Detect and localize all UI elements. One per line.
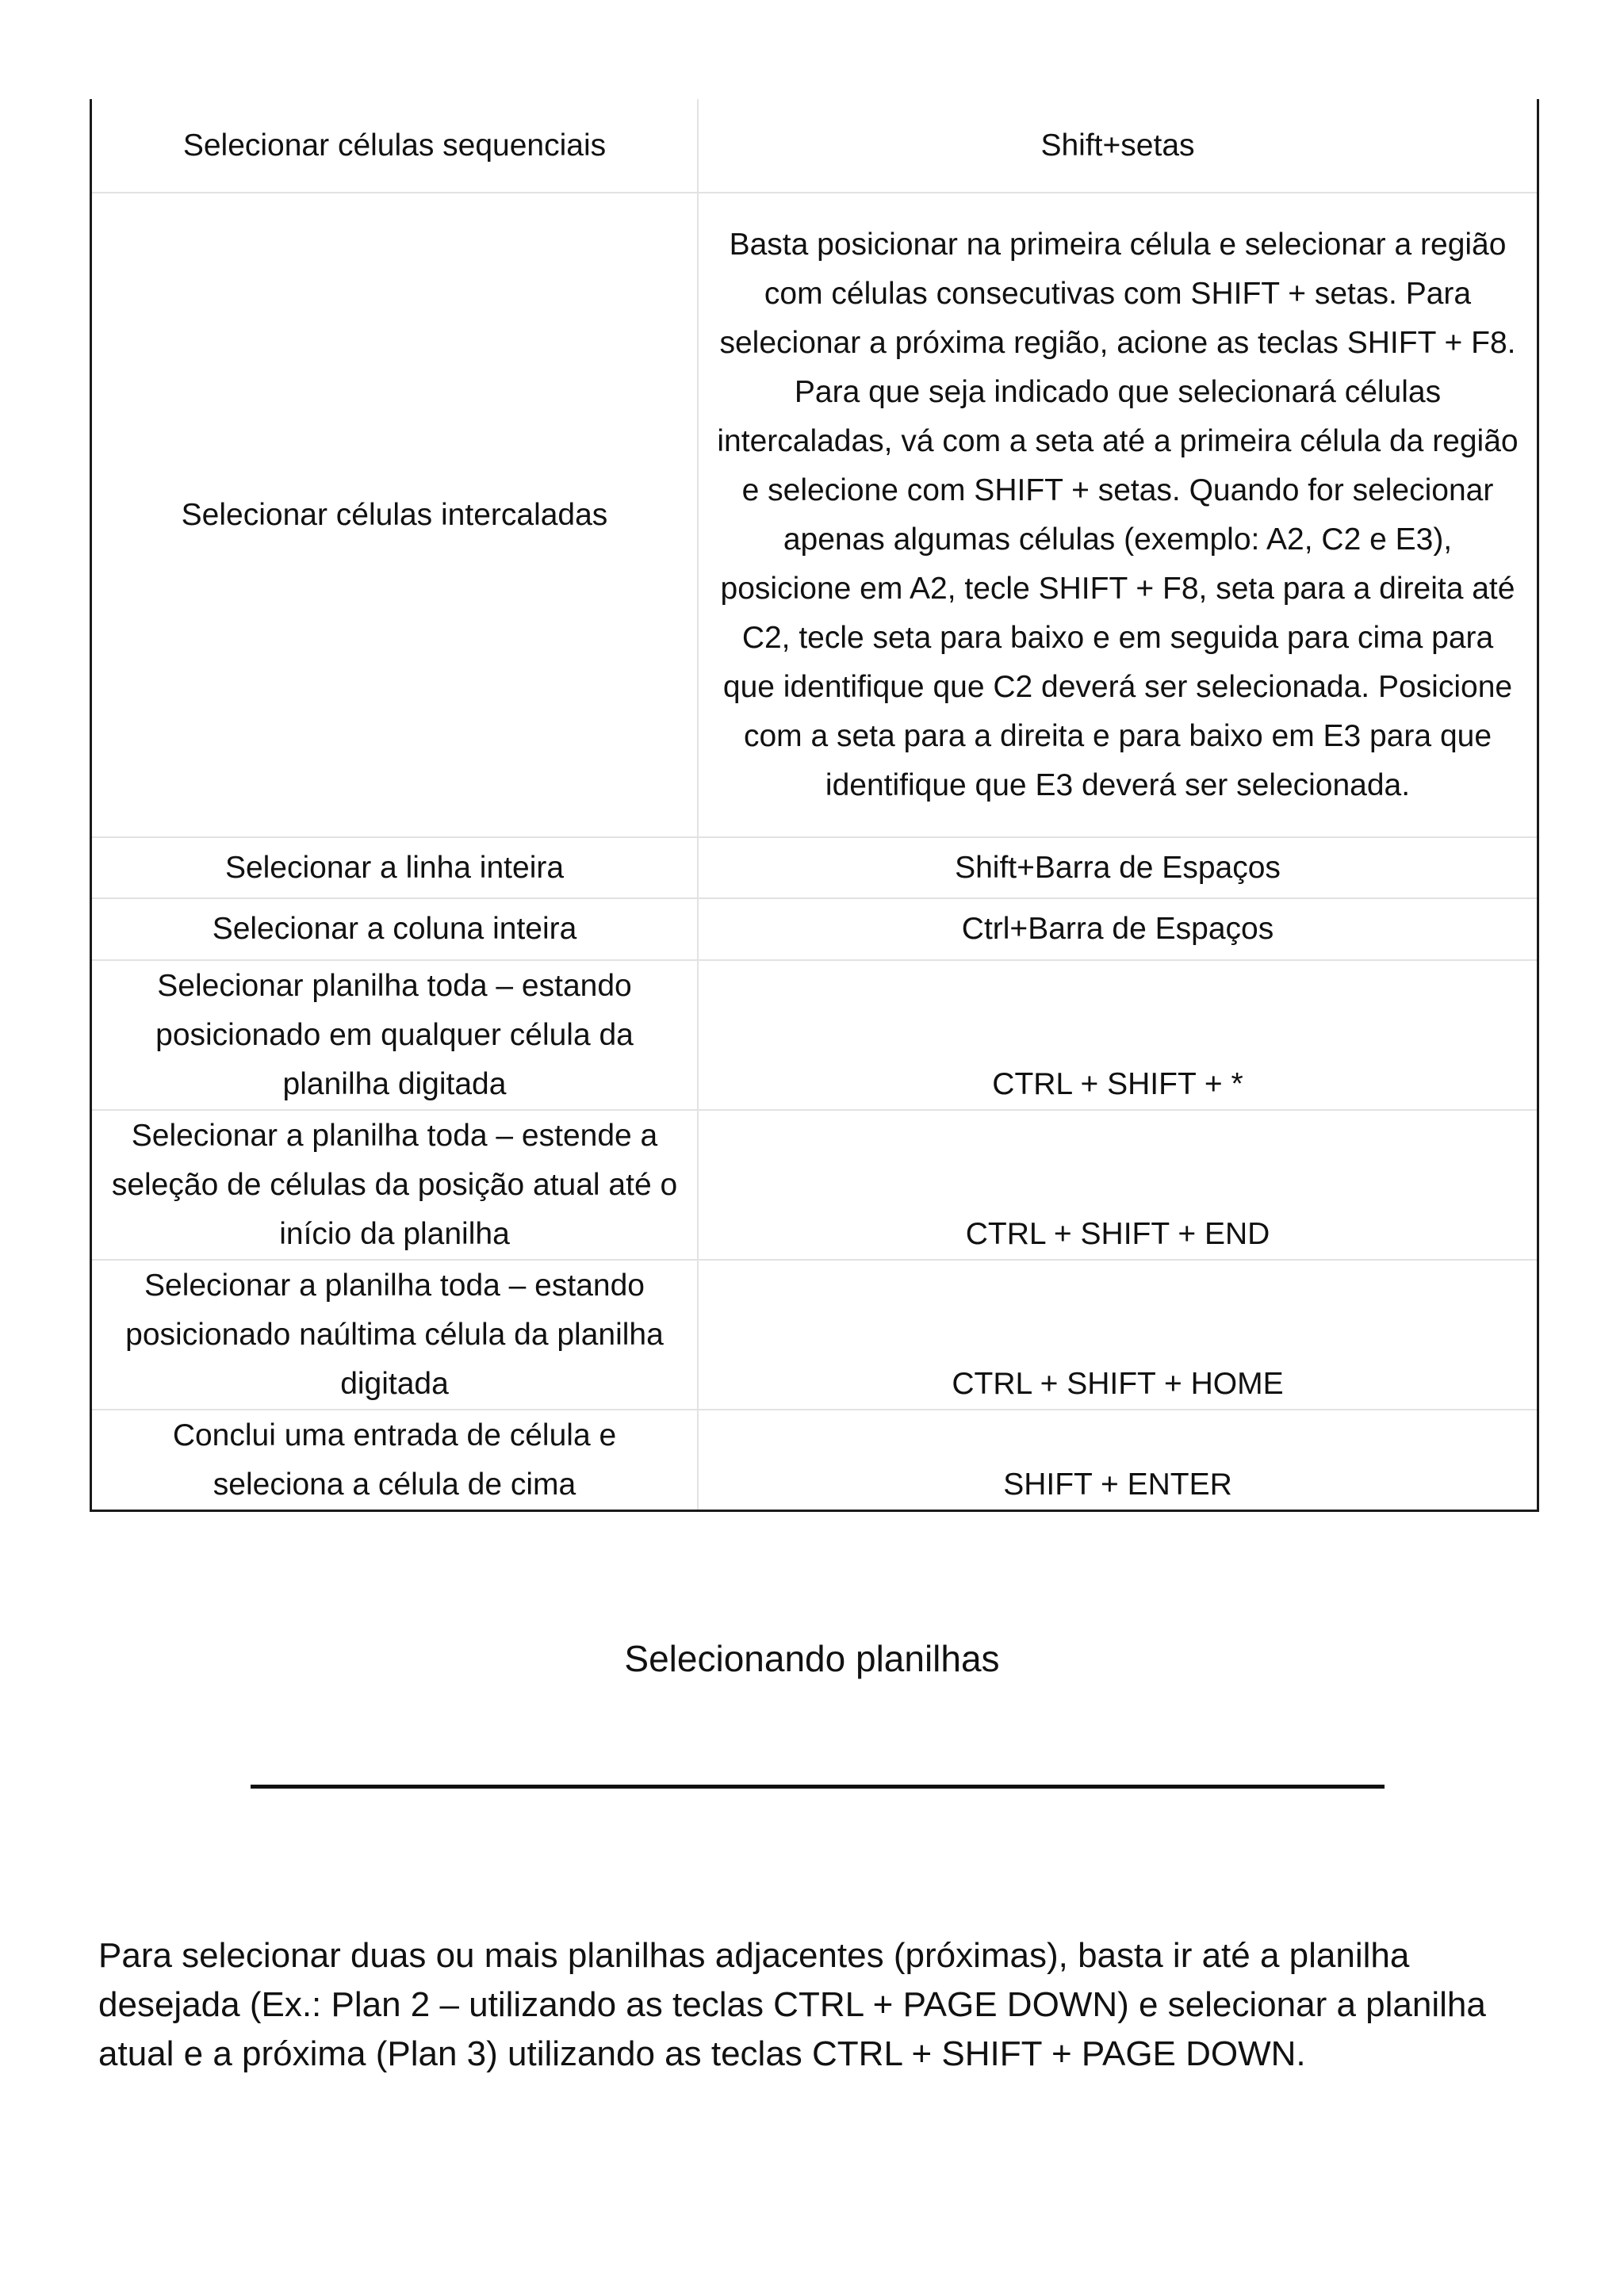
row-shortcut-cell: Basta posicionar na primeira célula e selecionar a região com células consecutivas com SHIFT + setas. Para selecionar a próxima região, acione as teclas SHIFT + F8. Para que seja indicado que selecionará células intercaladas, vá com a seta até a primeira célula da região e selecione com SHIFT + setas. Quando for selecionar apenas algumas células (exemplo: A2, C2 e E3), posicione em A2, tecle SHIFT + F8, seta para a direita até C2, tecle seta para baixo e em seguida para cima para que identifique que C2 deverá ser selecionada. Posicione com a seta para a direita e para baixo em E3 para que identifique que E3 deverá ser selecionada.: [698, 193, 1537, 837]
row-action-cell: Selecionar células sequenciais: [92, 99, 698, 193]
row-shortcut-cell: Ctrl+Barra de Espaços: [698, 898, 1537, 960]
row-action-cell: Selecionar a coluna inteira: [92, 898, 698, 960]
table-row: [92, 898, 1537, 960]
shortcuts-table-frame: [90, 99, 1539, 1512]
row-shortcut-cell: CTRL + SHIFT + *: [698, 960, 1537, 1110]
row-shortcut-cell: Shift+Barra de Espaços: [698, 837, 1537, 898]
section-divider: [251, 1785, 1385, 1789]
row-action-cell: Selecionar planilha toda – estando posicionado em qualquer célula da planilha digitada: [92, 960, 698, 1110]
row-action-cell: Selecionar a planilha toda – estende a seleção de células da posição atual até o início da planilha: [92, 1110, 698, 1260]
row-shortcut-cell: SHIFT + ENTER: [698, 1410, 1537, 1510]
row-shortcut-cell: CTRL + SHIFT + HOME: [698, 1260, 1537, 1410]
row-action-cell: Selecionar a linha inteira: [92, 837, 698, 898]
table-row: [92, 960, 1537, 1110]
section-heading: Selecionando planilhas: [624, 1638, 1000, 1679]
table-row: [92, 1260, 1537, 1410]
table-row: [92, 837, 1537, 898]
shortcuts-table: [92, 99, 1537, 1510]
table-row: [92, 193, 1537, 837]
row-shortcut-cell: Shift+setas: [698, 99, 1537, 193]
table-row: [92, 1110, 1537, 1260]
table-row: [92, 99, 1537, 193]
body-paragraph: Para selecionar duas ou mais planilhas adjacentes (próximas), basta ir até a planilha desejada (Ex.: Plan 2 – utilizando as teclas CTRL + PAGE DOWN) e selecionar a planilha atual e a próxima (Plan 3) utilizando as teclas CTRL + SHIFT + PAGE DOWN.: [98, 1936, 1486, 2073]
table-row: [92, 1410, 1537, 1510]
row-action-cell: Conclui uma entrada de célula e seleciona a célula de cima: [92, 1410, 698, 1510]
row-action-cell: Selecionar a planilha toda – estando posicionado naúltima célula da planilha digitada: [92, 1260, 698, 1410]
row-action-cell: Selecionar células intercaladas: [92, 193, 698, 837]
row-shortcut-cell: CTRL + SHIFT + END: [698, 1110, 1537, 1260]
